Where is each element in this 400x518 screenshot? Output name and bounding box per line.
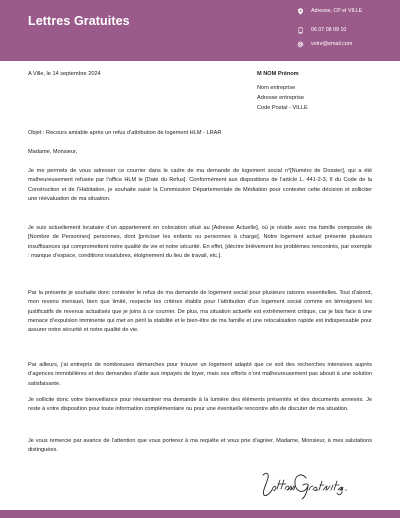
contact-address bbox=[296, 5, 362, 17]
letter-salutation: Madame, Monsieur, bbox=[28, 149, 78, 155]
email-text: votre@email.com bbox=[311, 41, 353, 47]
at-sign-icon bbox=[296, 40, 304, 48]
recipient-company: Nom entreprise bbox=[257, 85, 296, 91]
location-pin-icon bbox=[296, 7, 304, 15]
body-paragraph: Je me permets de vous adresser ce courrier dans le cadre de ma demande de logement social n°[Numéro de Dossier], qui a été malheureusement refusée par l’office HLM le [Date du Refus]. Conformément aux dispositions de l’article L. 441-2-3, II du Code de la Construction et de l’Habitation, je souhaite saisir la Commission Départementale de Médiation pour contester cette décision et solliciter une réévaluation de ma situation. bbox=[28, 168, 372, 203]
recipient-name: M NOM Prénom bbox=[257, 71, 299, 77]
contact-email bbox=[296, 38, 352, 50]
recipient-city: Code Postal - VILLE bbox=[257, 105, 308, 111]
body-paragraph: Par la présente je souhaite donc contester le refus de ma demande de logement social pour plusieurs raisons essentielles. Tout d’abord, mon revenu mensuel, bien que limité, respecte les critères établis pour l’attribution d’un logement social comme en témoignent les justificatifs de revenus actualisés que je joins à ce courrier. De plus, ma situation actuelle est extrêmement critique, car je fais face à une menace d’expulsion imminente qui met en péril la stabilité et le bien-être de ma famille et une relocalisation rapide est indispensable pour assurer notre sécurité et notre qualité de vie. bbox=[28, 290, 372, 334]
body-paragraph: Par ailleurs, j’ai entrepris de nombreuses démarches pour trouver un logement adapté que ce soit des recherches intensives auprès d’agences immobilières et des demandes d’aide aux impayés de loyer, mais ces efforts n’ont malheureusement pas abouti à une solution satisfaisante. bbox=[28, 362, 372, 387]
letter-subject: Objet : Recours amiable après un refus d’attribution de logement HLM - LRAR bbox=[28, 130, 222, 136]
phone-icon bbox=[296, 26, 304, 34]
address-text: Adresse, CP et VILLE bbox=[311, 8, 363, 14]
body-paragraph: Je sollicite donc votre bienveillance pour réexaminer ma demande à la lumière des éléments présentés et des documents annexés. Je reste à votre disposition pour toute information complémentaire ou pour une éventuelle rencontre afin de discuter de ma situation. bbox=[28, 397, 372, 413]
letter-date: A Ville, le 14 septembre 2024 bbox=[28, 71, 101, 77]
letterhead-banner bbox=[0, 0, 400, 61]
brand-name: Lettres Gratuites bbox=[28, 14, 130, 28]
body-paragraph: Je suis actuellement locataire d’un appartement en colocation situé au [Adresse Actuelle], où je réside avec ma famille composée de [Nombre de Personnes] personnes, dont [préciser les enfants ou personnes à charge]. Notre logement actuel présente plusieurs insuffisances qui compromettent notre qualité de vie et notre sécurité. En effet, [décrire brièvement les problèmes rencontrés, par exemple : manque d’espace, conditions insalubres, éloignement du lieu de travail, etc.]. bbox=[28, 225, 372, 260]
footer-accent-bar bbox=[0, 510, 400, 518]
recipient-address: Adresse entreprise bbox=[257, 95, 304, 101]
closing-paragraph: Je vous remercie par avance de l’attention que vous porterez à ma requête et vous prie d’agréer, Madame, Monsieur, à mes salutations distinguées. bbox=[28, 438, 372, 454]
handwritten-signature bbox=[258, 466, 348, 502]
contact-phone bbox=[296, 24, 346, 36]
phone-text: 06 07 08 09 10 bbox=[311, 27, 347, 33]
